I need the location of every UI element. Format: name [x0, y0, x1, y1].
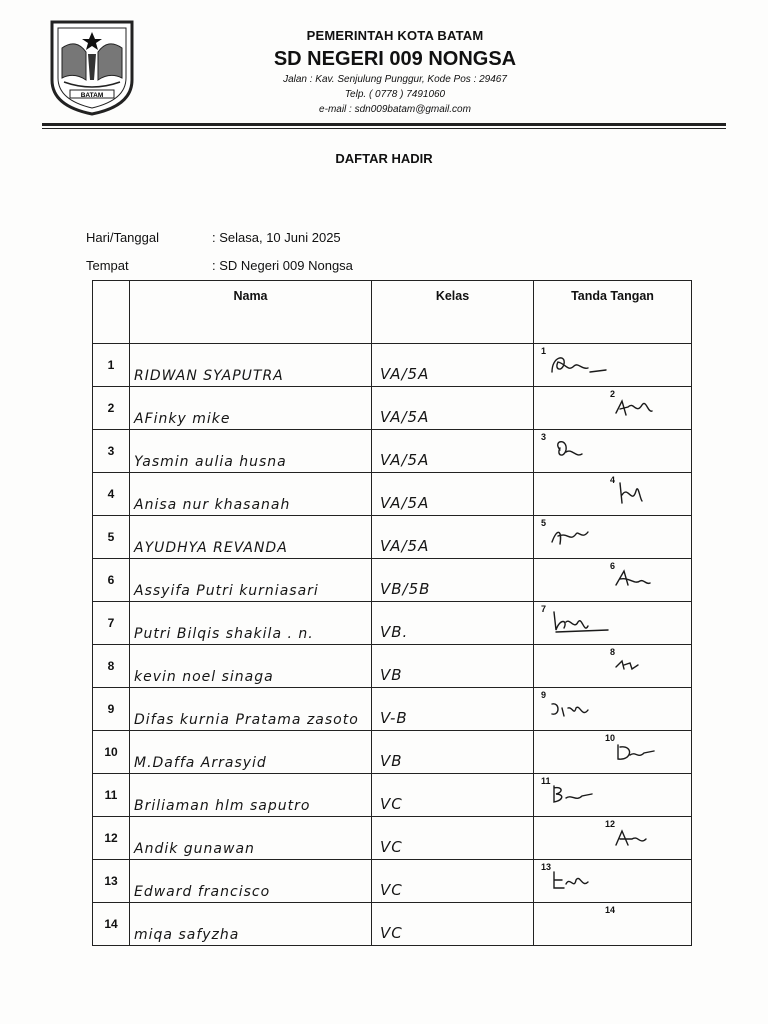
student-class: VC	[372, 860, 534, 903]
letterhead-rule-thin	[42, 128, 726, 129]
table-row	[93, 473, 692, 516]
table-row	[93, 602, 692, 645]
col-header-no	[93, 281, 130, 344]
signature-number: 9	[541, 690, 547, 700]
signature-number: 1	[541, 346, 547, 356]
date-label: Hari/Tanggal	[86, 230, 159, 245]
student-class: VB	[372, 731, 534, 774]
signature-cell	[534, 860, 692, 903]
student-class: VA/5A	[372, 344, 534, 387]
student-class: VB/5B	[372, 559, 534, 602]
student-class: V-B	[372, 688, 534, 731]
signature-cell	[534, 903, 692, 946]
student-name: Yasmin aulia husna	[130, 430, 372, 473]
school-address: Jalan : Kav. Senjulung Punggur, Kode Pos : 29467	[283, 74, 507, 85]
handwritten-signature	[548, 436, 618, 464]
table-row	[93, 731, 692, 774]
student-class: VC	[372, 817, 534, 860]
signature-number: 10	[604, 733, 615, 743]
student-name: RIDWAN SYAPUTRA	[130, 344, 372, 387]
student-name: Difas kurnia Pratama zasoto	[130, 688, 372, 731]
school-name: SD NEGERI 009 NONGSA	[273, 48, 517, 70]
student-name: Andik gunawan	[130, 817, 372, 860]
signature-cell	[534, 688, 692, 731]
student-class: VA/5A	[372, 430, 534, 473]
row-number: 3	[93, 430, 130, 473]
row-number: 11	[93, 774, 130, 817]
document-title: DAFTAR HADIR	[335, 151, 433, 166]
row-number: 14	[93, 903, 130, 946]
signature-cell	[534, 516, 692, 559]
signature-cell	[534, 387, 692, 430]
handwritten-signature	[548, 522, 618, 550]
row-number: 10	[93, 731, 130, 774]
table-row	[93, 559, 692, 602]
col-header-kelas: Kelas	[372, 281, 534, 344]
signature-number: 6	[609, 561, 615, 571]
signature-cell	[534, 473, 692, 516]
col-header-name: Nama	[130, 281, 372, 344]
handwritten-signature	[612, 737, 682, 765]
row-number: 1	[93, 344, 130, 387]
table-row	[93, 387, 692, 430]
signature-number: 13	[541, 862, 552, 872]
student-class: VA/5A	[372, 516, 534, 559]
government-name: PEMERINTAH KOTA BATAM	[306, 28, 484, 43]
student-class: VA/5A	[372, 473, 534, 516]
logo-text: BATAM	[80, 92, 104, 99]
student-name: Putri Bilqis shakila . n.	[130, 602, 372, 645]
row-number: 4	[93, 473, 130, 516]
row-number: 7	[93, 602, 130, 645]
table-row	[93, 860, 692, 903]
signature-number: 7	[541, 604, 547, 614]
signature-number: 12	[604, 819, 615, 829]
signature-cell	[534, 817, 692, 860]
table-row	[93, 817, 692, 860]
handwritten-signature	[612, 823, 682, 851]
student-name: AFinky mike	[130, 387, 372, 430]
signature-number: 14	[604, 905, 615, 915]
handwritten-signature	[548, 780, 618, 808]
table-row	[93, 645, 692, 688]
student-name: kevin noel sinaga	[130, 645, 372, 688]
row-number: 2	[93, 387, 130, 430]
handwritten-signature	[612, 651, 682, 679]
handwritten-signature	[548, 350, 618, 378]
handwritten-signature	[612, 479, 682, 507]
table-header-row	[93, 281, 692, 344]
school-email: e-mail : sdn009batam@gmail.com	[319, 104, 471, 115]
handwritten-signature	[548, 694, 618, 722]
row-number: 13	[93, 860, 130, 903]
student-class: VA/5A	[372, 387, 534, 430]
table-row	[93, 344, 692, 387]
table-row	[93, 430, 692, 473]
col-header-signature: Tanda Tangan	[534, 281, 692, 344]
signature-number: 3	[541, 432, 547, 442]
handwritten-signature	[548, 866, 618, 894]
table-row	[93, 774, 692, 817]
signature-cell	[534, 731, 692, 774]
table-row	[93, 688, 692, 731]
signature-cell	[534, 430, 692, 473]
table-row	[93, 516, 692, 559]
row-number: 6	[93, 559, 130, 602]
student-name: M.Daffa Arrasyid	[130, 731, 372, 774]
attendance-table	[92, 280, 692, 946]
handwritten-signature	[548, 608, 618, 636]
student-class: VC	[372, 774, 534, 817]
student-name: Anisa nur khasanah	[130, 473, 372, 516]
place-label: Tempat	[86, 258, 129, 273]
student-class: VC	[372, 903, 534, 946]
signature-number: 5	[541, 518, 547, 528]
signature-cell	[534, 344, 692, 387]
handwritten-signature	[612, 393, 682, 421]
signature-number: 11	[541, 776, 551, 786]
student-name: Briliaman hlm saputro	[130, 774, 372, 817]
signature-cell	[534, 602, 692, 645]
student-name: miqa safyzha	[130, 903, 372, 946]
table-row	[93, 903, 692, 946]
row-number: 5	[93, 516, 130, 559]
student-class: VB.	[372, 602, 534, 645]
school-phone: Telp. ( 0778 ) 7491060	[344, 89, 446, 100]
handwritten-signature	[612, 565, 682, 593]
signature-number: 2	[609, 389, 615, 399]
row-number: 12	[93, 817, 130, 860]
student-class: VB	[372, 645, 534, 688]
signature-cell	[534, 774, 692, 817]
signature-cell	[534, 645, 692, 688]
signature-number: 8	[609, 647, 615, 657]
signature-cell	[534, 559, 692, 602]
row-number: 9	[93, 688, 130, 731]
date-value: : Selasa, 10 Juni 2025	[212, 230, 341, 245]
batam-city-logo	[46, 18, 138, 118]
place-value: : SD Negeri 009 Nongsa	[212, 258, 353, 273]
student-name: Assyifa Putri kurniasari	[130, 559, 372, 602]
row-number: 8	[93, 645, 130, 688]
signature-number: 4	[609, 475, 615, 485]
student-name: AYUDHYA REVANDA	[130, 516, 372, 559]
student-name: Edward francisco	[130, 860, 372, 903]
letterhead-rule	[42, 123, 726, 126]
